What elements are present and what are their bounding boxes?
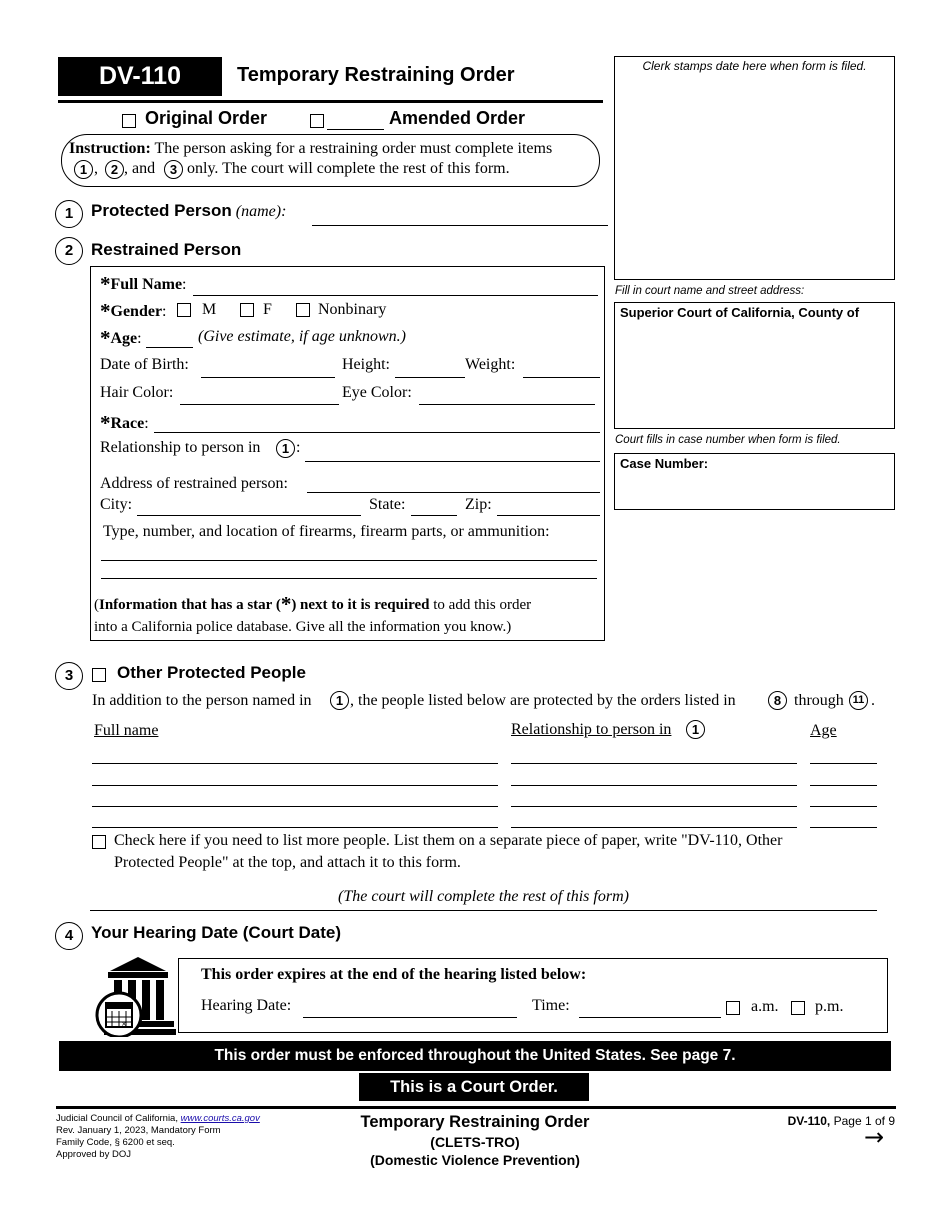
clerk-stamp-box	[614, 56, 895, 280]
gender-nonbinary-label: Nonbinary	[318, 301, 387, 318]
gender-label	[100, 297, 167, 322]
case-number-label: Case Number:	[620, 456, 709, 471]
item-3-intro-3: through	[794, 692, 844, 709]
item-2-title: Restrained Person	[91, 240, 242, 259]
am-checkbox[interactable]	[726, 1001, 740, 1015]
age-label	[100, 324, 142, 349]
item-4-number: 4	[55, 922, 83, 950]
family-code: Family Code, § 6200 et seq.	[56, 1137, 175, 1148]
colon: :	[162, 303, 167, 320]
relationship-label: Relationship to person in	[100, 439, 261, 456]
state-field[interactable]	[411, 515, 457, 516]
item-3-number: 3	[55, 662, 83, 690]
height-field[interactable]	[395, 377, 465, 378]
other-rel-field-1[interactable]	[511, 763, 797, 764]
instruction-sep: ,	[94, 160, 98, 177]
col-relationship-item-1-ref: 1	[686, 720, 705, 739]
court-name-box[interactable]	[614, 302, 895, 429]
clerk-stamp-label: Clerk stamps date here when form is filed.	[642, 59, 867, 73]
relationship-colon: :	[296, 439, 301, 456]
height-label: Height:	[342, 356, 390, 373]
gender-m-checkbox[interactable]	[177, 303, 191, 317]
eye-color-field[interactable]	[419, 404, 595, 405]
footer-title: Temporary Restraining Order	[360, 1113, 590, 1131]
approved-by: Approved by DOJ	[56, 1149, 131, 1160]
svg-text:×: ×	[121, 1020, 127, 1028]
full-name-field[interactable]	[193, 295, 598, 296]
item-3-intro-1: In addition to the person named in	[92, 692, 312, 709]
other-name-field-4[interactable]	[92, 827, 498, 828]
court-name-label: Superior Court of California, County of	[620, 305, 860, 320]
gender-nonbinary-checkbox[interactable]	[296, 303, 310, 317]
court-complete-rule	[90, 910, 877, 911]
case-fill-label: Court fills in case number when form is filed.	[615, 434, 841, 446]
full-name-text: Full Name	[110, 276, 183, 293]
other-age-field-2[interactable]	[810, 785, 877, 786]
time-label: Time:	[532, 997, 570, 1014]
other-rel-field-3[interactable]	[511, 806, 797, 807]
hearing-date-field[interactable]	[303, 1017, 517, 1018]
gender-f-checkbox[interactable]	[240, 303, 254, 317]
race-label	[100, 409, 149, 434]
more-people-text-1: Check here if you need to list more people. List them on a separate piece of paper, write "DV-110, Other	[114, 832, 783, 849]
instruction-item-3-ref: 3	[164, 160, 183, 179]
zip-field[interactable]	[497, 515, 600, 516]
item-2-number: 2	[55, 237, 83, 265]
other-name-field-2[interactable]	[92, 785, 498, 786]
required-star: *	[100, 411, 111, 435]
note-bold-2: ) next to it is required	[291, 597, 430, 613]
footer-center	[300, 1113, 650, 1168]
gender-text: Gender	[110, 303, 163, 320]
item-3-intro-2: , the people listed below are protected by the orders listed in	[350, 692, 736, 709]
other-name-field-1[interactable]	[92, 763, 498, 764]
star-required-note	[94, 591, 602, 638]
eye-color-label: Eye Color:	[342, 384, 412, 401]
item-1-heading	[91, 201, 286, 221]
required-star: *	[100, 272, 111, 296]
footer-form-ref: DV-110,	[787, 1114, 831, 1128]
enforced-banner: This order must be enforced throughout the United States. See page 7.	[59, 1041, 891, 1071]
intro-item-11-ref: 11	[849, 691, 868, 710]
item-4-title: Your Hearing Date (Court Date)	[91, 923, 341, 942]
firearms-field-2[interactable]	[101, 578, 597, 579]
court-fill-label: Fill in court name and street address:	[615, 285, 805, 297]
city-label: City:	[100, 496, 133, 513]
more-people-text-2: Protected People" at the top, and attach it to this form.	[114, 854, 461, 871]
instruction-text: The person asking for a restraining order must complete items	[154, 140, 553, 157]
col-relationship: Relationship to person in	[511, 721, 672, 738]
court-order-banner: This is a Court Order.	[359, 1073, 589, 1101]
address-label: Address of restrained person:	[100, 475, 288, 492]
colon: :	[137, 330, 142, 347]
form-id-badge: DV-110	[58, 57, 222, 96]
relationship-item-1-ref: 1	[276, 439, 295, 458]
item-1-suffix: (name):	[235, 203, 287, 220]
col-full-name: Full name	[94, 722, 159, 739]
full-name-label	[100, 270, 187, 295]
amended-order-label: Amended Order	[389, 108, 526, 128]
item-1-title: Protected Person	[91, 201, 232, 220]
other-rel-field-4[interactable]	[511, 827, 797, 828]
expires-text: This order expires at the end of the hearing listed below:	[201, 966, 587, 983]
weight-field[interactable]	[523, 377, 600, 378]
other-age-field-4[interactable]	[810, 827, 877, 828]
amended-order-checkbox[interactable]	[310, 114, 324, 128]
other-protected-checkbox[interactable]	[92, 668, 106, 682]
required-star: *	[100, 299, 111, 323]
note-star: *	[280, 592, 292, 616]
city-field[interactable]	[137, 515, 361, 516]
council-name: Judicial Council of California,	[56, 1113, 178, 1124]
intro-item-1-ref: 1	[330, 691, 349, 710]
instruction-item-1-ref: 1	[74, 160, 93, 179]
race-field[interactable]	[154, 432, 600, 433]
other-name-field-3[interactable]	[92, 806, 498, 807]
note-line-2: into a California police database. Give all the information you know.)	[94, 619, 512, 635]
relationship-field[interactable]	[305, 461, 600, 462]
dob-field[interactable]	[201, 377, 335, 378]
intro-item-8-ref: 8	[768, 691, 787, 710]
note-bold-1: Information that has a star (	[99, 597, 281, 613]
next-page-arrow-icon[interactable]: →	[864, 1123, 885, 1151]
firearms-label: Type, number, and location of firearms, firearm parts, or ammunition:	[103, 523, 550, 540]
form-title: Temporary Restraining Order	[237, 64, 515, 86]
footer-subtitle-clets: (CLETS-TRO)	[430, 1134, 520, 1150]
footer-subtitle-dvp: (Domestic Violence Prevention)	[370, 1152, 580, 1168]
gender-m-label: M	[202, 301, 217, 318]
instruction-text-2: only. The court will complete the rest of this form.	[187, 160, 510, 177]
other-rel-field-2[interactable]	[511, 785, 797, 786]
hair-color-label: Hair Color:	[100, 384, 174, 401]
instruction-item-2-ref: 2	[105, 160, 124, 179]
other-age-field-1[interactable]	[810, 763, 877, 764]
page-number: Page 1 of 9	[833, 1114, 895, 1128]
instruction-and: , and	[124, 160, 156, 177]
hearing-date-label: Hearing Date:	[201, 997, 292, 1014]
dob-label: Date of Birth:	[100, 356, 189, 373]
colon: :	[144, 415, 149, 432]
original-order-checkbox[interactable]	[122, 114, 136, 128]
courthouse-calendar-icon	[94, 955, 178, 1037]
instruction-line-1	[69, 140, 552, 158]
courts-link[interactable]: www.courts.ca.gov	[180, 1113, 260, 1124]
amended-order-field[interactable]	[327, 129, 384, 130]
time-field[interactable]	[579, 1017, 721, 1018]
pm-checkbox[interactable]	[791, 1001, 805, 1015]
note-rest: to add this order	[433, 597, 532, 613]
firearms-field-1[interactable]	[101, 560, 597, 561]
item-3-intro-4: .	[871, 692, 875, 709]
address-field[interactable]	[307, 492, 600, 493]
revision-date: Rev. January 1, 2023, Mandatory Form	[56, 1125, 221, 1136]
other-age-field-3[interactable]	[810, 806, 877, 807]
more-people-checkbox[interactable]	[92, 835, 106, 849]
gender-f-label: F	[263, 301, 272, 318]
court-complete-note: (The court will complete the rest of this form)	[338, 888, 629, 905]
instruction-label: Instruction:	[69, 140, 151, 157]
age-field[interactable]	[146, 347, 193, 348]
race-text: Race	[110, 415, 145, 432]
paren: (	[94, 597, 99, 613]
pm-label: p.m.	[815, 998, 844, 1015]
hair-color-field[interactable]	[180, 404, 339, 405]
protected-person-name-field[interactable]	[312, 225, 608, 226]
header-rule	[58, 100, 603, 103]
footer-left	[56, 1113, 260, 1161]
item-3-title: Other Protected People	[117, 663, 306, 682]
age-hint: (Give estimate, if age unknown.)	[198, 328, 406, 345]
am-label: a.m.	[751, 998, 779, 1015]
colon: :	[182, 276, 187, 293]
footer-rule	[56, 1106, 896, 1109]
col-age: Age	[810, 722, 837, 739]
item-1-number: 1	[55, 200, 83, 228]
state-label: State:	[369, 496, 406, 513]
age-text: Age	[110, 330, 138, 347]
zip-label: Zip:	[465, 496, 492, 513]
original-order-label: Original Order	[145, 108, 268, 128]
required-star: *	[100, 326, 111, 350]
weight-label: Weight:	[465, 356, 516, 373]
